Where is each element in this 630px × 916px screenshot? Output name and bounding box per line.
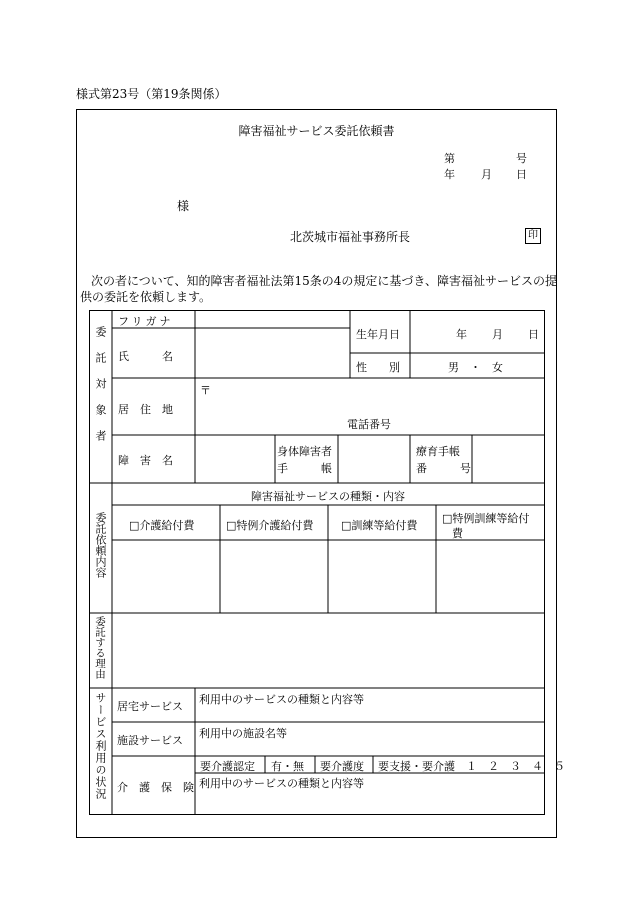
cert-label: 要介護認定 xyxy=(200,760,255,773)
birth-tsuki: 月 xyxy=(492,328,503,341)
document-title: 障害福祉サービス委託依頼書 xyxy=(238,124,395,138)
sender-name: 北茨城市福祉事務所長 xyxy=(290,230,411,244)
seal-mark: 印 xyxy=(525,228,541,244)
intro-line-1: 次の者について、知的障害者福祉法第15条の4の規定に基づき、障害福祉サービスの提 xyxy=(91,274,557,288)
sex-value: 男 ・ 女 xyxy=(448,361,503,374)
date-tsuki: 月 xyxy=(481,168,492,181)
reason-side-label: 委託する理由 xyxy=(94,616,106,679)
ryoiku-line-2: 番 号 xyxy=(416,462,471,475)
furigana-label: フリガナ xyxy=(118,315,174,328)
name-label: 氏 名 xyxy=(118,350,173,363)
option-special-training-benefit-cont: 費 xyxy=(452,527,463,540)
intro-line-2: 供の委託を依頼します。 xyxy=(80,290,212,304)
target-side-label: 委託対象者 xyxy=(94,326,107,456)
option-care-benefit: □介護給付費 xyxy=(129,519,195,532)
usage-side-label: サービス利用の状況 xyxy=(94,692,107,800)
postal-mark: 〒 xyxy=(200,384,211,397)
addressee-suffix: 様 xyxy=(177,199,190,213)
degree-value: 要支援・要介護 １ ２ ３ ４ ５ xyxy=(378,760,565,773)
option-training-benefit: □訓練等給付費 xyxy=(341,519,418,532)
birth-label: 生年月日 xyxy=(356,328,400,341)
doc-number-dai: 第 xyxy=(444,152,455,165)
physical-cert-line-2: 手 帳 xyxy=(277,462,332,475)
phone-label: 電話番号 xyxy=(347,418,391,431)
birth-nen: 年 xyxy=(456,328,467,341)
cert-value: 有・無 xyxy=(271,760,304,773)
birth-hi: 日 xyxy=(528,328,539,341)
option-special-care-benefit: □特例介護給付費 xyxy=(226,519,314,532)
option-special-training-benefit: □特例訓練等給付 xyxy=(442,512,530,525)
address-label: 居 住 地 xyxy=(118,403,173,416)
facility-service-label: 施設サービス xyxy=(117,734,183,747)
insurance-label: 介 護 保 険 xyxy=(117,781,194,794)
disability-label: 障 害 名 xyxy=(118,454,173,467)
sex-label: 性 別 xyxy=(356,361,400,374)
request-header: 障害福祉サービスの種類・内容 xyxy=(251,490,405,503)
doc-number-go: 号 xyxy=(516,152,527,165)
home-service-note: 利用中のサービスの種類と内容等 xyxy=(199,693,364,706)
ryoiku-line-1: 療育手帳 xyxy=(416,445,460,458)
degree-label: 要介護度 xyxy=(320,760,364,773)
date-nen: 年 xyxy=(444,168,455,181)
physical-cert-line-1: 身体障害者 xyxy=(277,445,332,458)
home-service-label: 居宅サービス xyxy=(117,700,183,713)
facility-service-note: 利用中の施設名等 xyxy=(199,727,287,740)
insurance-note: 利用中のサービスの種類と内容等 xyxy=(199,777,364,790)
form-number: 様式第23号（第19条関係） xyxy=(76,87,227,101)
request-side-label: 委託依頼内容 xyxy=(94,512,107,578)
date-hi: 日 xyxy=(516,168,527,181)
